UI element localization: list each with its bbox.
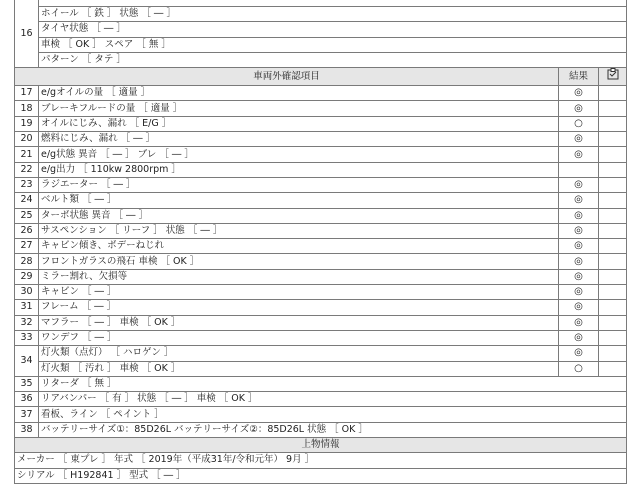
note-cell: [599, 86, 627, 101]
item-number: 22: [15, 162, 39, 177]
result-mark: ◎: [559, 300, 599, 315]
item-text: ベルト類 ［ ― ］: [39, 193, 559, 208]
note-cell: [599, 315, 627, 330]
clipboard-icon: [599, 68, 627, 86]
item-number: 20: [15, 132, 39, 147]
table-row: [15, 22, 627, 37]
item-number: 21: [15, 147, 39, 162]
note-cell: [599, 269, 627, 284]
item-text: e/g状態 異音 ［ ― ］ ブレ ［ ― ］: [39, 147, 559, 162]
item-number: 34: [15, 346, 39, 377]
table-row: [15, 269, 627, 284]
table-row: [15, 239, 627, 254]
item-number: 19: [15, 116, 39, 131]
item-text: マフラー ［ ― ］ 車検 ［ OK ］: [39, 315, 559, 330]
item-number: 27: [15, 239, 39, 254]
table-row: [15, 392, 627, 407]
table-row: [15, 468, 627, 483]
result-mark: ◎: [559, 285, 599, 300]
result-mark: ◎: [559, 223, 599, 238]
item-text: リアバンパー ［ 有 ］ 状態 ［ ― ］ 車検 ［ OK ］: [39, 392, 627, 407]
result-mark: ◎: [559, 101, 599, 116]
item-number: 33: [15, 330, 39, 345]
table-row: [15, 208, 627, 223]
item-text: タイヤ状態 ［ ― ］: [39, 22, 627, 37]
item-number: 23: [15, 177, 39, 192]
table-row: [15, 37, 627, 52]
note-cell: [599, 285, 627, 300]
result-mark: ◎: [559, 86, 599, 101]
item-number: 16: [15, 0, 39, 68]
table-row: [15, 7, 627, 22]
item-text: サスペンション ［ リーフ ］ 状態 ［ ― ］: [39, 223, 559, 238]
note-cell: [599, 208, 627, 223]
table-row: [15, 132, 627, 147]
result-mark: ◎: [559, 132, 599, 147]
table-row: [15, 407, 627, 422]
note-cell: [599, 300, 627, 315]
item-text: パターン ［ タテ ］: [39, 52, 627, 67]
item-text: バッテリーサイズ①：85D26L バッテリーサイズ②：85D26L 状態 ［ OK ］: [39, 422, 627, 437]
item-number: 18: [15, 101, 39, 116]
table-row: [15, 254, 627, 269]
item-number: 29: [15, 269, 39, 284]
section-header-row: [15, 68, 627, 86]
table-row: [15, 116, 627, 131]
item-text: フロントガラスの飛石 車検 ［ OK ］: [39, 254, 559, 269]
body-info-text: メーカー ［ 東プレ ］ 年式 ［ 2019年（平成31年/令和元年） 9月 ］: [15, 453, 627, 468]
table-row: [15, 453, 627, 468]
note-cell: [599, 162, 627, 177]
result-mark: ○: [559, 116, 599, 131]
item-text: 灯火類 ［ 汚れ ］ 車検 ［ OK ］: [39, 361, 559, 376]
item-number: 25: [15, 208, 39, 223]
table-row: [15, 193, 627, 208]
table-row: [15, 361, 627, 376]
table-row: [15, 86, 627, 101]
item-number: 24: [15, 193, 39, 208]
result-mark: ◎: [559, 330, 599, 345]
result-mark: ◎: [559, 315, 599, 330]
table-row: [15, 330, 627, 345]
result-mark: ◎: [559, 193, 599, 208]
result-header: 結果: [559, 68, 599, 86]
note-cell: [599, 177, 627, 192]
result-mark: ○: [559, 361, 599, 376]
clipboard-icon-svg: [606, 68, 620, 80]
item-text: ホイール ［ 鉄 ］ 状態 ［ ― ］: [39, 7, 627, 22]
result-mark: ◎: [559, 346, 599, 361]
item-text: キャビン ［ ― ］: [39, 285, 559, 300]
item-number: 17: [15, 86, 39, 101]
item-text: e/g出力 ［ 110kw 2800rpm ］: [39, 162, 559, 177]
item-number: 35: [15, 376, 39, 391]
item-number: 31: [15, 300, 39, 315]
note-cell: [599, 132, 627, 147]
table-row: [15, 177, 627, 192]
table-row: [15, 147, 627, 162]
table-row: [15, 346, 627, 361]
item-text: ワンデフ ［ ― ］: [39, 330, 559, 345]
note-cell: [599, 361, 627, 376]
section-title: 車両外確認項目: [15, 68, 559, 86]
body-info-text: シリアル ［ H192841 ］ 型式 ［ ― ］: [15, 468, 627, 483]
item-number: 37: [15, 407, 39, 422]
item-text: ターボ状態 異音 ［ ― ］: [39, 208, 559, 223]
item-number: 36: [15, 392, 39, 407]
item-text: e/gオイルの量 ［ 適量 ］: [39, 86, 559, 101]
item-text: フレーム ［ ― ］: [39, 300, 559, 315]
note-cell: [599, 254, 627, 269]
table-row: [15, 422, 627, 437]
table-row: [15, 285, 627, 300]
table-row: [15, 300, 627, 315]
item-text: 燃料にじみ、漏れ ［ ― ］: [39, 132, 559, 147]
inspection-table: [14, 0, 627, 484]
note-cell: [599, 193, 627, 208]
note-cell: [599, 330, 627, 345]
result-mark: ◎: [559, 269, 599, 284]
note-cell: [599, 239, 627, 254]
result-mark: ◎: [559, 208, 599, 223]
note-cell: [599, 147, 627, 162]
table-row: [15, 52, 627, 67]
note-cell: [599, 101, 627, 116]
result-mark: ◎: [559, 239, 599, 254]
item-number: 32: [15, 315, 39, 330]
section-header-row: [15, 438, 627, 453]
body-info-title: 上物情報: [15, 438, 627, 453]
result-mark: ◎: [559, 147, 599, 162]
item-text: ブレーキフルードの量 ［ 適量 ］: [39, 101, 559, 116]
table-row: [15, 223, 627, 238]
item-number: 30: [15, 285, 39, 300]
note-cell: [599, 223, 627, 238]
table-row: [15, 376, 627, 391]
result-mark: [559, 162, 599, 177]
table-row: [15, 162, 627, 177]
inspection-sheet: [14, 0, 626, 480]
result-mark: ◎: [559, 177, 599, 192]
table-row: [15, 101, 627, 116]
table-row: [15, 315, 627, 330]
item-text: キャビン傾き、ボデーねじれ: [39, 239, 559, 254]
item-text: 灯火類（点灯） ［ ハロゲン ］: [39, 346, 559, 361]
item-text: 看板、ライン ［ ペイント ］: [39, 407, 627, 422]
item-text: ラジエーター ［ ― ］: [39, 177, 559, 192]
note-cell: [599, 346, 627, 361]
item-text: ミラー割れ、欠損等: [39, 269, 559, 284]
result-mark: ◎: [559, 254, 599, 269]
item-text: 車検 ［ OK ］ スペア ［ 無 ］: [39, 37, 627, 52]
note-cell: [599, 116, 627, 131]
item-text: オイルにじみ、漏れ ［ E/G ］: [39, 116, 559, 131]
item-number: 28: [15, 254, 39, 269]
item-number: 38: [15, 422, 39, 437]
item-number: 26: [15, 223, 39, 238]
item-text: リターダ ［ 無 ］: [39, 376, 627, 391]
